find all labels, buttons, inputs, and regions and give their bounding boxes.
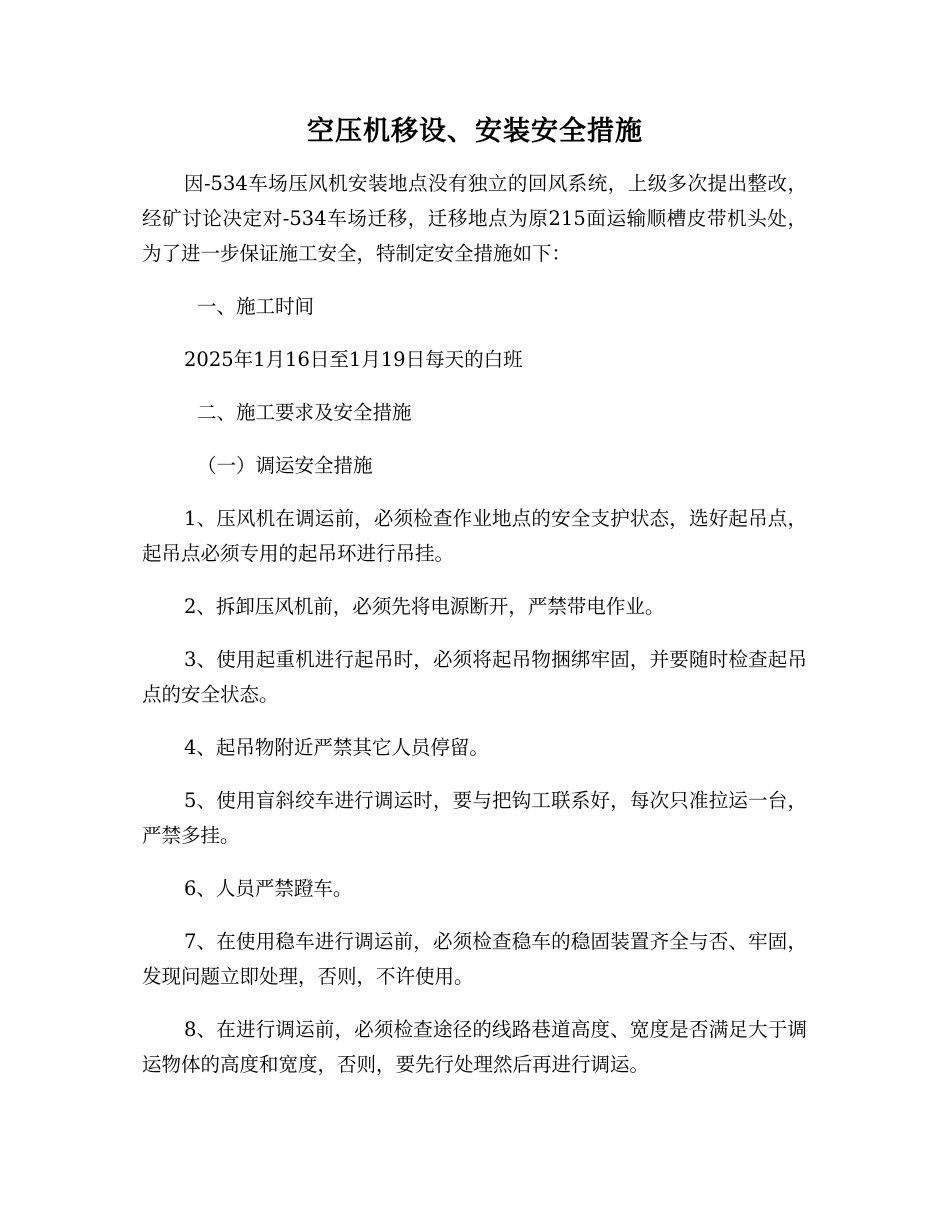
schedule-paragraph: 2025年1月16日至1月19日每天的白班: [184, 348, 523, 371]
document-title: 空压机移设、安装安全措施: [307, 116, 643, 147]
list-item: 4、起吊物附近严禁其它人员停留。: [184, 736, 489, 759]
list-item: 5、使用盲斜绞车进行调运时，要与把钩工联系好，每次只准拉运一台，严禁多挂。: [142, 789, 807, 847]
intro-paragraph: 因-534车场压风机安装地点没有独立的回风系统，上级多次提出整改，经矿讨论决定对-534车场迁移，迁移地点为原215面运输顺槽皮带机头处，为了进一步保证施工安全，特制定安全措施如下：: [142, 172, 807, 265]
list-item: 8、在进行调运前，必须检查途径的线路巷道高度、宽度是否满足大于调运物体的高度和宽度，否则，要先行处理然后再进行调运。: [142, 1018, 807, 1076]
section-heading-schedule: 一、施工时间: [197, 295, 315, 318]
list-item: 7、在使用稳车进行调运前，必须检查稳车的稳固装置齐全与否、牢固，发现问题立即处理，否则，不许使用。: [142, 930, 807, 988]
list-item: 3、使用起重机进行起吊时，必须将起吊物捆绑牢固，并要随时检查起吊点的安全状态。: [142, 648, 807, 706]
list-item: 1、压风机在调运前，必须检查作业地点的安全支护状态，选好起吊点，起吊点必须专用的起吊环进行吊挂。: [142, 507, 807, 565]
document-body: [142, 166, 807, 1100]
subsection-heading-transport: （一）调运安全措施: [197, 454, 373, 477]
list-item: 6、人员严禁蹬车。: [184, 877, 353, 900]
section-heading-requirements: 二、施工要求及安全措施: [197, 401, 412, 424]
list-item: 2、拆卸压风机前，必须先将电源断开，严禁带电作业。: [184, 595, 665, 618]
